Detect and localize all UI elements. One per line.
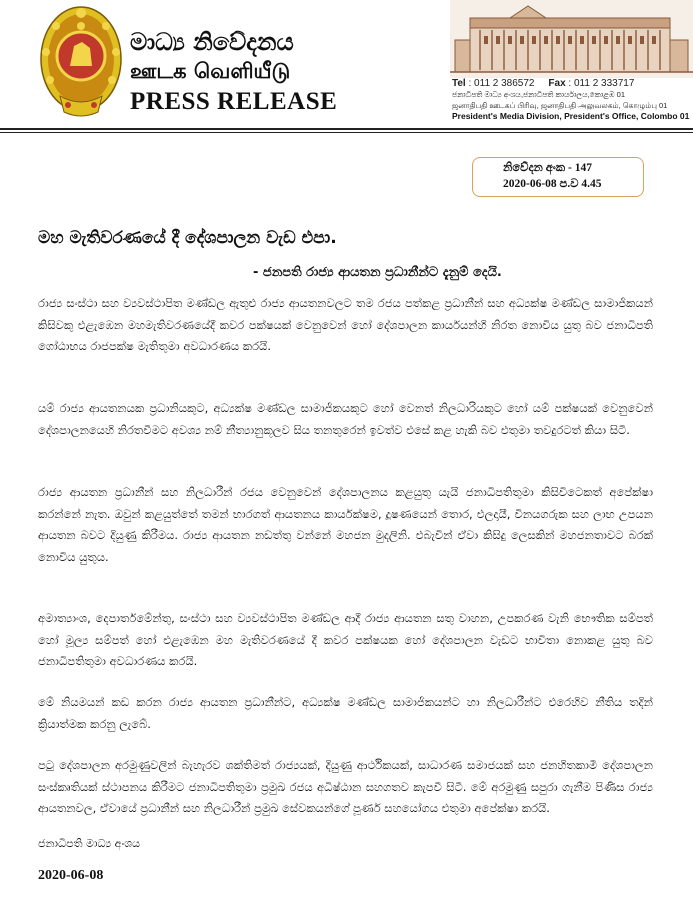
- signoff-date: 2020-06-08: [38, 868, 104, 883]
- address-english: President's Media Division, President's Office, Colombo 01: [452, 111, 690, 121]
- headline: මහ මැතිවරණයේ දී දේශපාලන වැඩ එපා.: [38, 228, 337, 248]
- masthead-titles: [130, 28, 370, 116]
- contact-details: [452, 78, 693, 121]
- title-english: PRESS RELEASE: [130, 88, 338, 115]
- paragraph-1: රාජ්‍ය සංස්ථා සහ ව්‍යවස්ථාපිත මණ්ඩල ඇතුළු රාජ්‍ය ආයතනවලට තම රජය පත්කළ ප්‍රධානීන් සහ අධ්‍යක්ෂ මණ්ඩල සාමාජිකයන් කිසිවකු එළැඹෙන මහමැතිවරණයේදී කවර පක්ෂයක් වෙනුවෙන් හෝ දේශපාලන කාර්යයන්හි නිරත නොවිය යුතු බව ජනාධිපති ගෝඨාභය රාජපක්ෂ මැතිතුමා අවධාරණය කරයි.: [38, 296, 653, 353]
- paragraph-3: රාජ්‍ය ආයතන ප්‍රධානීන් සහ නිලධාරීන් රජය වෙනුවෙන් දේශපාලනය කළයුතු යැයි ජනාධිපතිතුමා කිසිවිටෙකත් අපේක්ෂා කරන්නේ නැත. ඔවුන් කළයුත්තේ තමන් භාරගත් ආයතනය කාර්යක්ෂම, දූෂණයෙන් තොර, එලදායී, විනයගරුක සහ ලාභ උපයන ආයතන බවට දියුණු කිරීමය. රාජ්‍ය ආයතන නඩත්තු වන්නේ මහජන මුදලිනි. එබැවින් ඒවා කිසිදු ලෙසකින් මහජනතාවට බරක් නොවිය යුතුය.: [38, 485, 653, 564]
- header-divider-thick: [0, 128, 693, 130]
- subheadline: - ජනපති රාජ්‍ය ආයතන ප්‍රධානීන්ට දැනුම් දෙයි.: [253, 265, 502, 280]
- release-number-label: නිවේදන අංක -: [503, 162, 572, 174]
- release-number-box: [472, 157, 644, 197]
- tel-value: : 011 2 386572: [468, 78, 535, 89]
- address-tamil: ஜனாதிபதி ஊடகப் பிரிவு, ஜனாதிபதி அலுவலகம், கொழும்பு 01: [452, 101, 668, 110]
- title-sinhala: මාධ්‍ය නිවේදනය: [130, 28, 294, 56]
- presidents-office-building-image: [450, 0, 693, 78]
- national-emblem-logo: [38, 4, 124, 124]
- tel-label: Tel: [452, 78, 466, 89]
- fax-label: Fax: [548, 78, 566, 89]
- paragraph-2: යම් රාජ්‍ය ආයතනයක ප්‍රධානියකුට, අධ්‍යක්ෂ මණ්ඩල සාමාජිකයකුට හෝ වෙනත් නිලධාරියකුට හෝ යම් පක්ෂයක් වෙනුවෙන් දේශපාලනයෙහි නිරතවීමට අවශ්‍ය නම් නීත්‍යානුකූලව සිය තනතුරෙන් ඉවත්ව එසේ කළ හැකි බව එතුමා තවදුරටත් කියා සිටී.: [38, 401, 653, 437]
- fax-value: : 011 2 333717: [568, 78, 635, 89]
- title-tamil: ஊடக வெளியீடு: [130, 59, 291, 83]
- header-divider-thin: [0, 132, 693, 133]
- paragraph-5: මේ නියමයන් කඩ කරන රාජ්‍ය ආයතන ප්‍රධානීන්ට, අධ්‍යක්ෂ මණ්ඩල සාමාජිකයන්ට හා නිලධාරීන්ට එරෙහිව නීතිය තදින් ක්‍රියාත්මක කරනු ලැබේ.: [38, 695, 653, 731]
- paragraph-6: පටු දේශපාලන අරමුණුවලින් බැහැරව ශක්තිමත් රාජ්‍යයක්, දියුණු ආර්ථිකයක්, සාධාරණ සමාජයක් සහ ජනහිතකාමී දේශපාලන සංස්කෘතියක් ස්ථාපනය කිරීමට ජනාධිපතිතුමා ප්‍රමුඛ රජය අධිෂ්ඨාන සහගතව කැපවී සිටී. මේ අරමුණු සපුරා ගැනීම පිණිස රාජ්‍ය ආයතනවල, ඒවායේ ප්‍රධානීන් සහ නිලධාරීන් ප්‍රමුඛ සේවකයන්ගේ පූර්ණ සහයෝගය එතුමා අපේක්ෂා කරයි.: [38, 758, 653, 815]
- release-number-line: [503, 162, 592, 175]
- phone-fax-line: [452, 78, 693, 89]
- address-sinhala: ජනාධිපති මාධ්‍ය අංශය,ජනාධිපති කාර්යාලය,කොළඹ 01: [452, 90, 625, 99]
- release-datetime: 2020-06-08 ප.ව 4.45: [503, 178, 602, 190]
- release-number-value: 147: [574, 162, 592, 174]
- signoff: ජනාධිපති මාධ්‍ය අංශය: [38, 837, 141, 850]
- paragraph-4: අමාත්‍යාංශ, දෙපාර්තමේන්තු, සංස්ථා සහ ව්‍යවස්ථාපිත මණ්ඩල ආදී රාජ්‍ය ආයතන සතු වාහන, උපකරණ වැනි භෞතික සම්පත් හෝ මූල්‍ය සම්පත් හෝ එළැඹෙන මහ මැතිවරණයේ දී කවර පක්ෂයක හෝ දේශපාලන වැඩට භාවිතා නොකළ යුතු බව ජනාධිපතිතුමා අවධාරණය කරයි.: [38, 611, 653, 668]
